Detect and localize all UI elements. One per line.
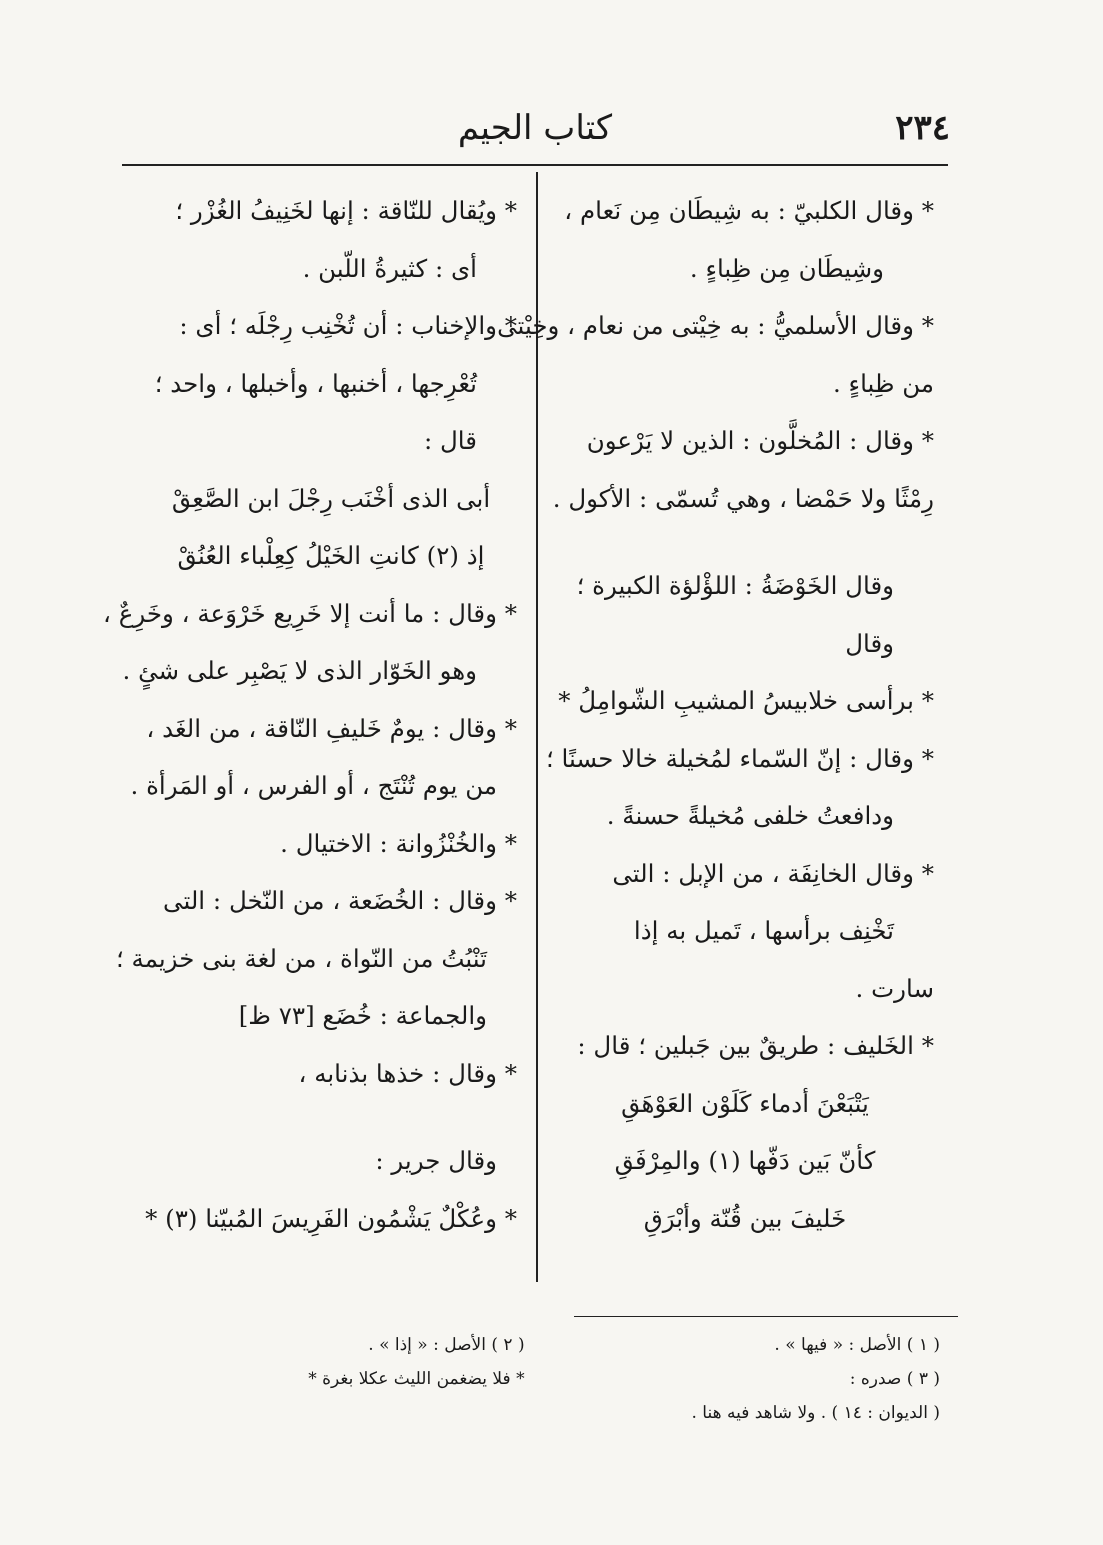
footnote-1: ( ١ ) الأصل : « فيها » . bbox=[774, 1335, 940, 1355]
footnote-row bbox=[140, 1362, 940, 1396]
footnote-rule bbox=[574, 1316, 958, 1317]
text-line: أى : كثيرةُ اللّبن . bbox=[302, 253, 477, 283]
text-line: وهو الخَوّار الذى لا يَصْبِر على شئٍ . bbox=[122, 656, 477, 685]
verse-line: * وعُكْلٌ يَشْمُون الفَرِيسَ المُبيّنا (٣) * bbox=[145, 1203, 517, 1233]
footnote-3-verse: * فلا يضغمن الليث عكلا بغرة * bbox=[308, 1369, 525, 1389]
footnote-3-source: ( الديوان : ١٤ ) . ولا شاهد فيه هنا . bbox=[691, 1403, 940, 1423]
page-number: ٢٣٤ bbox=[895, 108, 950, 148]
right-column bbox=[497, 182, 934, 1247]
text-line: تَخْنِف برأسها ، تَميل به إذا bbox=[633, 916, 894, 945]
verse-line: إذ (٢) كانتِ الخَيْلُ كِعِلْباء العُنُقْ bbox=[177, 541, 485, 570]
text-line: والجماعة : خُضَع [٧٣ ظ] bbox=[238, 1001, 487, 1030]
text-line: * وقال : المُخلَّون : الذين لا يَرْعون bbox=[586, 426, 934, 455]
text-line: * وقال الكلبيّ : به شِيطَان مِن نَعام ، bbox=[564, 196, 934, 225]
text-line: * والخُنْزُوانة : الاختيال . bbox=[280, 828, 517, 858]
text-line: * وقال الأسلميُّ : به خِيْتى من نعام ، وخِيْتى bbox=[497, 311, 934, 340]
text-line: سارت . bbox=[855, 973, 934, 1003]
text-line: من يوم تُنْتَج ، أو الفرس ، أو المَرأة . bbox=[130, 771, 497, 800]
text-line: * والإخناب : أن تُخْنِب رِجْلَه ؛ أى : bbox=[179, 311, 517, 340]
verse-line: كأنّ بَين دَفّها (١) والمِرْفَقِ bbox=[614, 1146, 876, 1175]
text-line: * وقال : الخُضَعة ، من النّخل : التى bbox=[163, 886, 517, 915]
page-header bbox=[120, 100, 950, 160]
verse-line: خَليفَ بين قُنّة وأبْرَقِ bbox=[643, 1203, 847, 1233]
text-line: تُعْرِجها ، أخنبها ، وأخبلها ، واحد ؛ bbox=[154, 368, 477, 398]
text-line: * وقال : ما أنت إلا خَرِيع خَرْوَعة ، وخَرِعٌ ، bbox=[103, 598, 517, 628]
header-rule bbox=[122, 164, 948, 166]
text-line: * وقال : إنّ السّماء لمُخيلة خالا حسنًا ؛ bbox=[545, 743, 934, 773]
verse-line: * برأسى خلابيسُ المشيبِ الشّوامِلُ * bbox=[558, 686, 934, 715]
text-line: وشِيطَان مِن ظِباءٍ . bbox=[689, 253, 884, 283]
text-line: ودافعتُ خلفى مُخيلةً حسنةً . bbox=[606, 801, 894, 830]
text-line: وقال الخَوْضَةُ : اللؤْلؤة الكبيرة ؛ bbox=[576, 571, 894, 600]
text-line: تَنْبُتُ من النّواة ، من لغة بنى خزيمة ؛ bbox=[115, 943, 487, 973]
text-line: * ويُقال للنّاقة : إنها لخَنِيفُ الغُزْر ؛ bbox=[175, 196, 517, 225]
footnote-2: ( ٢ ) الأصل : « إذا » . bbox=[368, 1335, 525, 1355]
text-line: رِمْثًا ولا حَمْضا ، وهي تُسمّى : الأكول . bbox=[552, 483, 934, 513]
text-line: * الخَليف : طريقٌ بين جَبلين ؛ قال : bbox=[577, 1031, 934, 1060]
left-column bbox=[103, 182, 517, 1247]
verse-line: أبى الذى أخْنَب رِجْلَ ابن الصَّعِقْ bbox=[171, 483, 491, 513]
text-line: من ظِباءٍ . bbox=[832, 368, 934, 398]
text-line: * وقال : خذها بذنابه ، bbox=[298, 1058, 517, 1088]
verse-line: يَتْبَعْنَ أدماء كَلَوْن العَوْهَقِ bbox=[621, 1088, 869, 1118]
text-line: وقال جرير : bbox=[375, 1146, 497, 1175]
footnote-row bbox=[140, 1328, 940, 1362]
text-line: قال : bbox=[423, 426, 477, 455]
text-line: * وقال : يومٌ خَليفِ النّاقة ، من الغَد ، bbox=[146, 713, 517, 743]
running-title: كتاب الجيم bbox=[457, 108, 613, 148]
footnote-3-label: ( ٣ ) صدره : bbox=[849, 1369, 940, 1389]
footnotes bbox=[140, 1328, 940, 1430]
text-line: وقال bbox=[845, 628, 894, 658]
text-line: * وقال الخانِفَة ، من الإبل : التى bbox=[612, 858, 934, 888]
